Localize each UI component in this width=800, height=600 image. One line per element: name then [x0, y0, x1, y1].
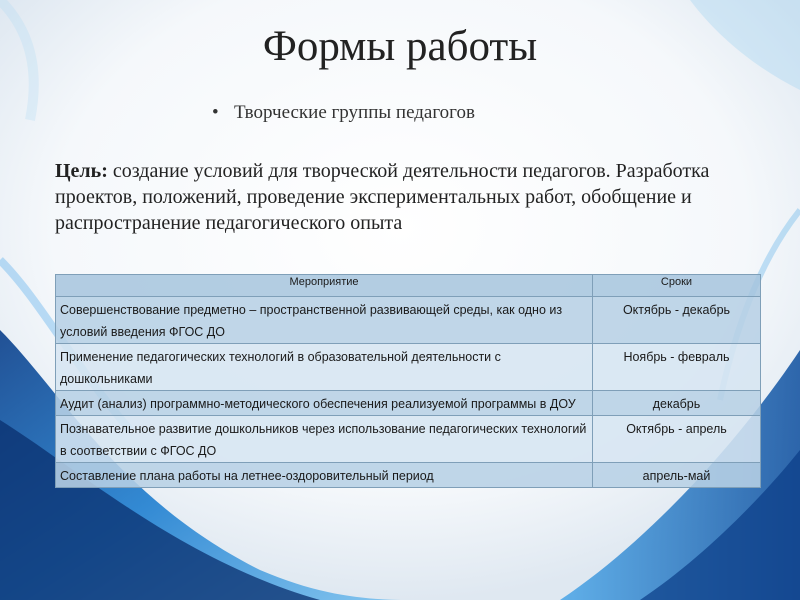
- slide-title: Формы работы: [262, 23, 538, 70]
- term-cell: Октябрь - апрель: [593, 416, 761, 463]
- header-term: Сроки: [593, 275, 761, 297]
- table-row: [56, 416, 761, 463]
- bullet-text: Творческие группы педагогов: [234, 102, 475, 123]
- term-cell: Октябрь - декабрь: [593, 297, 761, 344]
- event-cell: Аудит (анализ) программно-методического обеспечения реализуемой программы в ДОУ: [56, 391, 593, 416]
- table-header-row: [56, 275, 761, 297]
- bullet-item: [212, 102, 475, 124]
- event-cell: Познавательное развитие дошкольников через использование педагогических технологий в соответствии с ФГОС ДО: [56, 416, 593, 463]
- table-row: [56, 344, 761, 391]
- goal-label: Цель:: [55, 160, 108, 182]
- table-row: [56, 297, 761, 344]
- goal-paragraph: [55, 158, 755, 236]
- term-cell: апрель-май: [593, 463, 761, 488]
- table-row: [56, 391, 761, 416]
- event-cell: Совершенствование предметно – пространственной развивающей среды, как одно из условий введения ФГОС ДО: [56, 297, 593, 344]
- term-cell: Ноябрь - февраль: [593, 344, 761, 391]
- events-table: [55, 274, 761, 488]
- header-event: Мероприятие: [56, 275, 593, 297]
- event-cell: Составление плана работы на летнее-оздоровительный период: [56, 463, 593, 488]
- table-row: [56, 463, 761, 488]
- term-cell: декабрь: [593, 391, 761, 416]
- event-cell: Применение педагогических технологий в образовательной деятельности с дошкольниками: [56, 344, 593, 391]
- goal-text: создание условий для творческой деятельности педагогов. Разработка проектов, положений, проведение экспериментальных работ, обобщение и распространение педагогического опыта: [55, 160, 710, 234]
- bullet-dot-icon: •: [212, 102, 219, 123]
